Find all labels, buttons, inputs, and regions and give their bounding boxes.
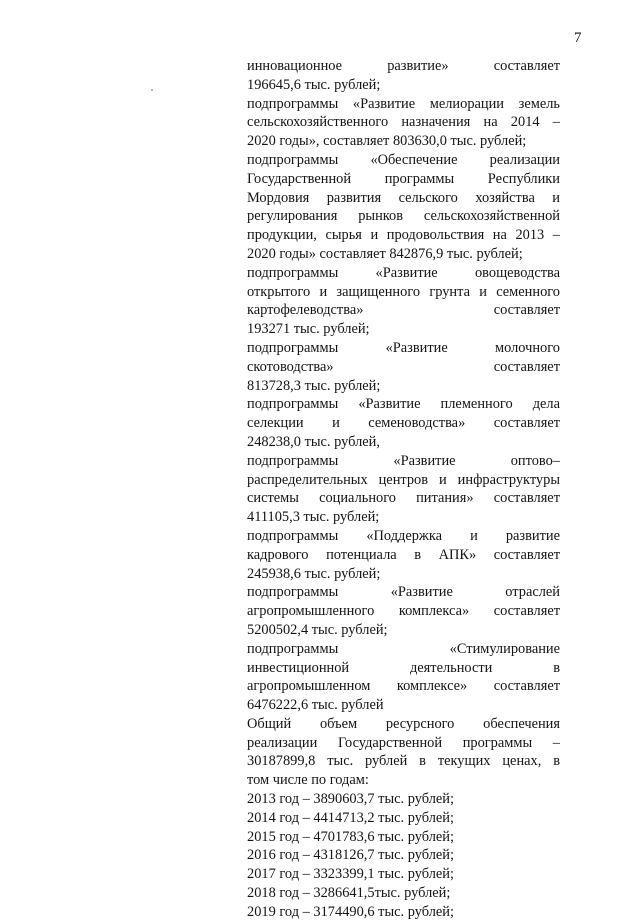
year-line: 2019 год – 3174490,6 тыс. рублей; [247, 903, 454, 920]
text-line: 813728,3 тыс. рублей; [247, 377, 381, 394]
text-line: 411105,3 тыс. рублей; [247, 509, 380, 526]
document-body [247, 57, 560, 922]
text-line: подпрограммы «Развитие мелиорации земель [247, 95, 560, 112]
year-line: 2015 год – 4701783,6 тыс. рублей; [247, 828, 454, 845]
text-line: 2020 годы» составляет 842876,9 тыс. рублей; [247, 245, 523, 262]
year-line: 2016 год – 4318126,7 тыс. рублей; [247, 847, 454, 864]
text-line: скотоводства» составляет [247, 358, 560, 375]
text-line: Государственной программы Республики [247, 170, 560, 187]
year-line: 2014 год – 4414713,2 тыс. рублей; [247, 809, 454, 826]
text-line: Общий объем ресурсного обеспечения [247, 715, 560, 732]
text-line: 196645,6 тыс. рублей; [247, 76, 381, 93]
text-line: подпрограммы «Развитие овощеводства [247, 264, 560, 281]
text-line: агропромышленном комплексе» составляет [247, 678, 560, 695]
text-line: системы социального питания» составляет [247, 490, 560, 507]
text-line: 5200502,4 тыс. рублей; [247, 621, 388, 638]
text-line: картофелеводства» составляет [247, 302, 560, 319]
text-line: распределительных центров и инфраструктуры [247, 471, 560, 488]
text-line: 30187899,8 тыс. рублей в текущих ценах, в [247, 753, 560, 770]
text-line: подпрограммы «Поддержка и развитие [247, 527, 560, 544]
text-line: том числе по годам: [247, 772, 369, 789]
text-line: 2020 годы», составляет 803630,0 тыс. рублей; [247, 133, 527, 150]
text-line: продукции, сырья и продовольствия на 2013 – [247, 227, 560, 244]
page-number: 7 [574, 30, 582, 46]
year-line: 2013 год – 3890603,7 тыс. рублей; [247, 791, 454, 808]
text-line: 245938,6 тыс. рублей; [247, 565, 381, 582]
text-line: подпрограммы «Развитие молочного [247, 339, 560, 356]
text-line: агропромышленного комплекса» составляет [247, 603, 560, 620]
text-line: подпрограммы «Стимулирование [247, 640, 560, 657]
text-line: 6476222,6 тыс. рублей [247, 697, 384, 714]
text-line: инвестиционной деятельности в [247, 659, 560, 676]
text-line: селекции и семеноводства» составляет [247, 415, 560, 432]
text-line: регулирования рынков сельскохозяйственной [247, 208, 560, 225]
text-line: Мордовия развития сельского хозяйства и [247, 189, 560, 206]
text-line: подпрограммы «Развитие отраслей [247, 584, 560, 601]
text-line: сельскохозяйственного назначения на 2014 – [247, 114, 560, 131]
text-line: 248238,0 тыс. рублей, [247, 433, 380, 450]
text-line: инновационное развитие» составляет [247, 58, 560, 74]
text-line: реализации Государственной программы – [247, 734, 560, 751]
year-line: 2018 год – 3286641,5тыс. рублей; [247, 885, 451, 902]
text-line: подпрограммы «Обеспечение реализации [247, 151, 560, 168]
text-line: 193271 тыс. рублей; [247, 321, 370, 338]
text-line: кадрового потенциала в АПК» составляет [247, 546, 560, 563]
scan-speck [151, 89, 153, 91]
text-line: подпрограммы «Развитие племенного дела [247, 396, 560, 413]
text-line: открытого и защищенного грунта и семенного [247, 283, 560, 300]
year-line: 2017 год – 3323399,1 тыс. рублей; [247, 866, 454, 883]
text-line: подпрограммы «Развитие оптово– [247, 452, 560, 469]
